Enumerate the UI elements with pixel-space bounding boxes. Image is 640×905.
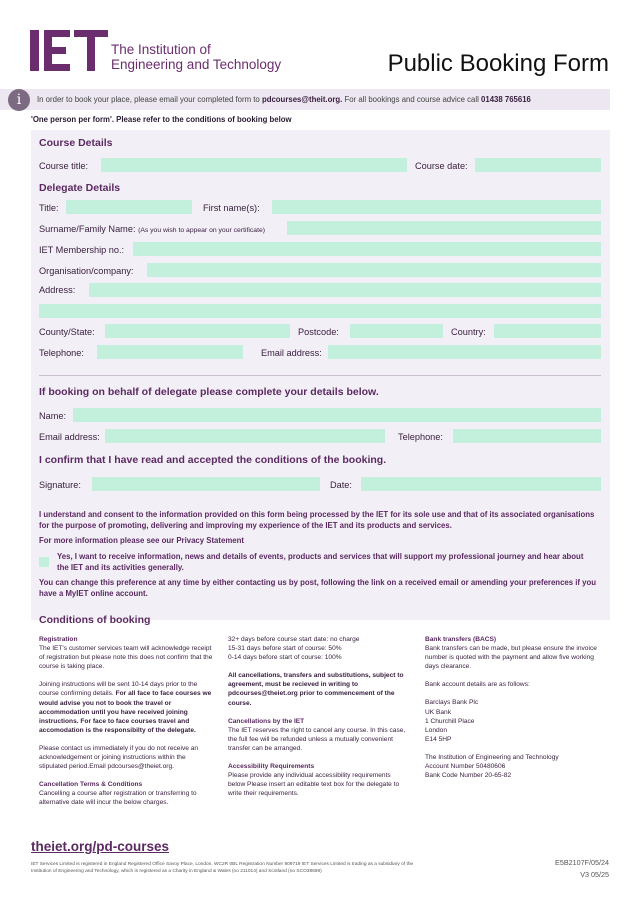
bank-transfers-heading: Bank transfers (BACS) bbox=[425, 636, 497, 643]
surname-label-text: Surname/Family Name: bbox=[39, 224, 136, 234]
info-text bbox=[37, 95, 531, 104]
legal-text: IET Services Limited is registered in England Registered Office Savoy Place, London, WC2R 0BL Registration Number 909719 IET Services Limited is trading as a subsidiary of the Institution of Engineering and Technology, which is registered as a Charity in England & Wales (no 211014) and Scotland (no SCO38698) bbox=[31, 862, 414, 874]
course-title-label: Course title: bbox=[39, 161, 89, 171]
info-text-b: For all bookings and course advice call bbox=[342, 95, 482, 104]
one-person-notice: 'One person per form'. Please refer to the conditions of booking below bbox=[31, 115, 292, 124]
iet-logo-icon bbox=[30, 30, 108, 71]
header bbox=[0, 0, 640, 88]
first-name-input[interactable] bbox=[272, 200, 601, 214]
transfer-text bbox=[228, 671, 408, 707]
behalf-email-input[interactable] bbox=[105, 429, 385, 443]
address-input-line-2[interactable] bbox=[39, 304, 601, 318]
registration-text: The IET's customer services team will acknowledge receipt of registration but please note this does not confirm that the course is taking place. bbox=[39, 645, 213, 671]
first-name-label: First name(s): bbox=[203, 203, 260, 213]
behalf-telephone-input[interactable] bbox=[453, 429, 601, 443]
date-label: Date: bbox=[330, 480, 352, 490]
info-icon: i bbox=[8, 89, 30, 111]
surname-note: (As you wish to appear on your certificate) bbox=[138, 227, 265, 234]
conditions-heading: Conditions of booking bbox=[39, 614, 151, 626]
privacy-statement-link[interactable]: For more information please see our Privacy Statement bbox=[39, 536, 244, 545]
marketing-opt-in-checkbox[interactable] bbox=[39, 557, 49, 567]
info-text-a: In order to book your place, please email your completed form to bbox=[37, 95, 262, 104]
course-date-input[interactable] bbox=[475, 158, 601, 172]
postcode-label: Postcode: bbox=[298, 327, 339, 337]
surname-input[interactable] bbox=[287, 221, 601, 235]
charge-2: 15-31 days before start of course: 50% bbox=[228, 645, 342, 653]
email-label: Email address: bbox=[261, 348, 322, 358]
contact-text: Please contact us immediately if you do not receive an acknowledgement or joining instructions within the stipulated period.Email pdcourses@theiet.org. bbox=[39, 744, 199, 771]
country-label: Country: bbox=[451, 327, 486, 337]
postcode-input[interactable] bbox=[350, 324, 443, 338]
charge-3: 0-14 days before start of course: 100% bbox=[228, 654, 342, 662]
iet-cancellation-heading: Cancellations by the IET bbox=[228, 717, 305, 725]
account-name: The Institution of Engineering and Technology bbox=[425, 753, 559, 761]
bank-name: Barclays Bank Plc bbox=[425, 699, 479, 707]
marketing-opt-in-text: Yes, I want to receive information, news and details of events, products and services that will support my professional journey and hear about the IET and its activities generally. bbox=[57, 552, 584, 572]
county-input[interactable] bbox=[105, 324, 290, 338]
behalf-name-input[interactable] bbox=[73, 408, 601, 422]
bank-code: Bank Code Number 20-65-82 bbox=[425, 772, 512, 780]
course-title-input[interactable] bbox=[101, 158, 407, 172]
logo-line-2: Engineering and Technology bbox=[111, 56, 282, 72]
email-input[interactable] bbox=[328, 345, 601, 359]
address-input-line-1[interactable] bbox=[89, 283, 601, 297]
conditions-column-2 bbox=[228, 635, 408, 807]
document-references bbox=[555, 857, 609, 881]
bank-transfers-text: Bank transfers can be made, but please ensure the invoice number is quoted with the payment and allow five working days clearance. bbox=[425, 645, 597, 671]
document-ref-1: E5B2107F/05/24 bbox=[555, 858, 609, 867]
telephone-label: Telephone: bbox=[39, 348, 84, 358]
accessibility-text: Please provide any individual accessibility requirements below Please insert an editable text box for the delegate to write their requirements. bbox=[228, 772, 400, 798]
bank-address-1: UK Bank bbox=[425, 708, 452, 716]
confirm-heading: I confirm that I have read and accepted the conditions of the booking. bbox=[39, 454, 387, 466]
cancellation-terms-heading: Cancellation Terms & Conditions bbox=[39, 781, 143, 789]
joining-text: Joining instructions will be sent 10-14 days prior to the course confirming details. bbox=[39, 681, 198, 698]
account-number: Account Number 50480606 bbox=[425, 763, 506, 771]
behalf-heading: If booking on behalf of delegate please complete your details below. bbox=[39, 386, 379, 398]
info-phone: 01438 765616 bbox=[481, 95, 531, 104]
joining-bold: For all face to face courses we would advise you not to book the travel or accommodation until you have received joining instructions. For face to face courses travel and accomodation is the responsibilty of the delegate. bbox=[39, 690, 212, 734]
transfer-bold: All cancellations, transfers and substitutions, subject to agreement, must be recieved in writing to pdcourses@theiet.org prior to commencement of the course. bbox=[228, 672, 404, 707]
conditions-column-1 bbox=[39, 635, 215, 817]
accessibility-heading: Accessibility Requirements bbox=[228, 763, 315, 771]
divider bbox=[39, 375, 601, 376]
conditions-column-3 bbox=[425, 635, 605, 780]
behalf-telephone-label: Telephone: bbox=[398, 432, 443, 442]
document-ref-2: V3 05/25 bbox=[580, 870, 609, 879]
behalf-name-label: Name: bbox=[39, 411, 67, 421]
charge-1: 32+ days before course start date: no charge bbox=[228, 636, 360, 643]
signature-label: Signature: bbox=[39, 480, 81, 490]
preference-change-text: You can change this preference at any time by either contacting us by post, following the link on a received email or amending your preferences if you have a MyIET online account. bbox=[39, 578, 597, 598]
logo-line-1: The Institution of bbox=[111, 42, 211, 57]
membership-label: IET Membership no.: bbox=[39, 245, 125, 255]
country-input[interactable] bbox=[494, 324, 601, 338]
delegate-details-heading: Delegate Details bbox=[39, 182, 121, 194]
logo-text bbox=[111, 43, 281, 72]
bank-address-2: 1 Churchill Place bbox=[425, 717, 475, 725]
bank-address-4: E14 5HP bbox=[425, 735, 452, 743]
surname-label bbox=[39, 224, 265, 234]
bank-address-3: London bbox=[425, 726, 448, 734]
behalf-email-label: Email address: bbox=[39, 432, 100, 442]
telephone-input[interactable] bbox=[97, 345, 243, 359]
organisation-input[interactable] bbox=[147, 263, 601, 277]
signature-input[interactable] bbox=[92, 477, 320, 491]
iet-cancellation-text: The IET reserves the right to cancel any course. In this case, the full fee will be refunded unless a mutually convenient transfer can be arranged. bbox=[228, 726, 406, 752]
registration-heading: Registration bbox=[39, 636, 78, 643]
consent-statement: I understand and consent to the information provided on this form being processed by the IET for its sole use and that of its associated organisations for the purpose of promoting, delivering and improving my experience of the IET and its products and services. bbox=[39, 510, 595, 530]
joining-paragraph bbox=[39, 680, 215, 735]
courses-url-link[interactable]: theiet.org/pd-courses bbox=[31, 839, 170, 854]
cancellation-terms-text: Cancelling a course after registration or transferring to alternative date will incur the below charges. bbox=[39, 790, 197, 807]
info-email[interactable]: pdcourses@theit.org. bbox=[261, 95, 343, 104]
date-input[interactable] bbox=[361, 477, 601, 491]
page-title: Public Booking Form bbox=[387, 50, 609, 77]
course-details-heading: Course Details bbox=[39, 137, 113, 149]
membership-input[interactable] bbox=[133, 242, 601, 256]
course-date-label: Course date: bbox=[415, 161, 468, 171]
organisation-label: Organisation/company: bbox=[39, 266, 134, 276]
title-input[interactable] bbox=[66, 200, 192, 214]
county-label: County/State: bbox=[39, 327, 95, 337]
address-label: Address: bbox=[39, 285, 76, 295]
title-label: Title: bbox=[39, 203, 59, 213]
bank-details-intro: Bank account details are as follows: bbox=[425, 681, 530, 689]
